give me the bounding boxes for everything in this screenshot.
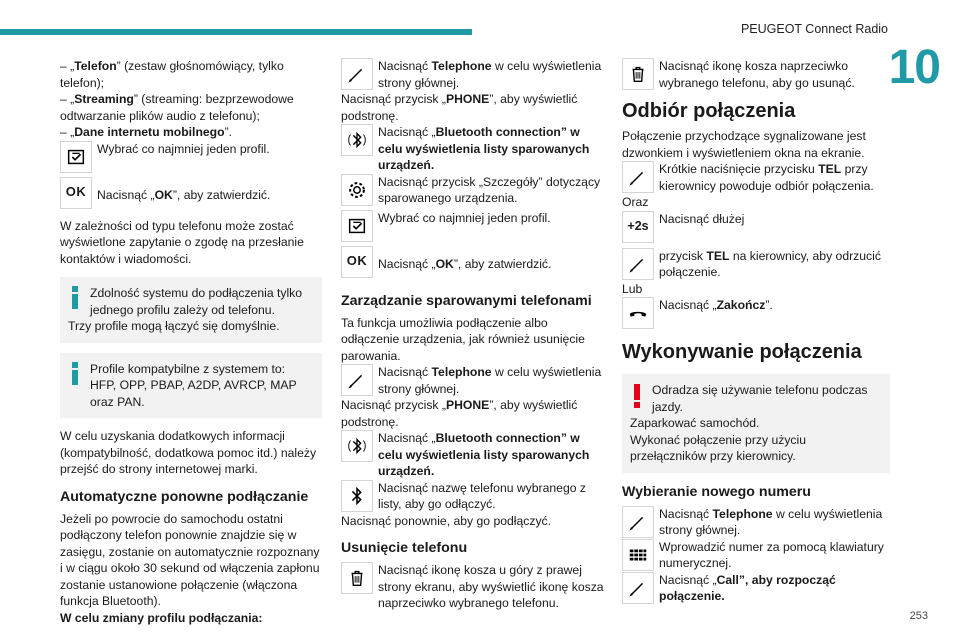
trash-icon — [341, 562, 373, 594]
checklist-icon — [341, 210, 373, 242]
chapter-number: 10 — [888, 41, 940, 94]
info-icon — [71, 286, 79, 310]
step-enter-number: Wprowadzić numer za pomocą klawiatury numerycznej. — [622, 539, 890, 572]
paragraph-bold: W celu zmiany profilu podłączania: — [60, 610, 263, 625]
gear-icon — [341, 174, 373, 206]
keypad-icon — [622, 539, 654, 571]
hangup-icon — [622, 297, 654, 329]
step-open-telephone: Nacisnąć Telephone w celu wyświetlenia strony głównej. — [341, 364, 605, 397]
step-reject: przycisk TEL na kierownicy, aby odrzucić połączenie. — [622, 248, 890, 281]
paragraph: Ta funkcja umożliwia podłączenie albo odłączenie urządzenia, jak również usunięcie parowania. — [341, 315, 585, 363]
touch-icon — [622, 248, 654, 280]
profile-list-item: – „Dane internetu mobilnego”. — [60, 125, 233, 139]
step-long-press: +2s Nacisnąć dłużej — [622, 211, 890, 244]
info-icon — [71, 362, 79, 386]
paragraph: W zależności od typu telefonu może zostać wyświetlone zapytanie o zgodę na przesłanie kontaktów i wiadomości. — [60, 218, 304, 266]
step-select-phone: Nacisnąć nazwę telefonu wybranego z listy, aby go odłączyć. — [341, 480, 605, 513]
section-heading: Zarządzanie sparowanymi telefonami — [341, 292, 592, 309]
touch-icon — [341, 58, 373, 90]
section-heading: Usunięcie telefonu — [341, 540, 468, 556]
column-1 — [60, 58, 322, 626]
column-3: Nacisnąć ikonę kosza naprzeciwko wybranego telefonu, aby go usunąć. Odbiór połączenia Połączenie przychodzące sygnalizowane jest dzwonkiem i wyświetleniem okna na ekranie. Krótkie naciśnięcie przycisku TEL przy kierownicy powoduje odbiór połączenia. Oraz +2s Nacisnąć dłużej przycisk TEL na kierownicy, aby odrzucić połączenie. Lub Nacisnąć „Zakończ”. Wykonywanie połączenia Odradza się używanie telefonu podczas jazdy. Zaparkować samochód. Wykonać połączenie przy użyciu przełączników przy kierownicy. Wybieranie nowego numeru Nacisnąć Telephone w celu wyświetlenia strony głównej. Wprowadzić numer za pomocą klawiatury numerycznej. Nacisnąć „Call”, aby rozpocząć połączenie. — [622, 58, 890, 605]
ok-button-icon: OK — [341, 246, 373, 278]
warning-icon — [633, 384, 641, 408]
step-open-telephone: Nacisnąć Telephone w celu wyświetlenia strony głównej. — [622, 506, 890, 539]
step-call: Nacisnąć „Call”, aby rozpocząć połączenie. — [622, 572, 890, 605]
bluetooth-touch-icon — [341, 124, 373, 156]
step-trash: Nacisnąć ikonę kosza u góry z prawej strony ekranu, aby wyświetlić ikonę kosza naprzeciwko wybranego telefonu. — [341, 562, 605, 612]
step-open-telephone: Nacisnąć Telephone w celu wyświetlenia strony głównej. — [341, 58, 605, 91]
paragraph: Jeżeli po powrocie do samochodu ostatni podłączony telefon ponownie znajdzie się w zasięgu, zostanie on automatycznie rozpoznany i w ciągu około 30 sekund od włączenia zapłonu zostanie ustanowione połączenie (włączona funkcja Bluetooth). — [60, 511, 320, 608]
header-accent-bar — [0, 29, 472, 35]
step-confirm-ok: OK Nacisnąć „OK”, aby zatwierdzić. — [341, 246, 605, 282]
step-delete-phone: Nacisnąć ikonę kosza naprzeciwko wybranego telefonu, aby go usunąć. — [622, 58, 890, 94]
header-title: PEUGEOT Connect Radio — [740, 22, 888, 36]
ok-button-icon: OK — [60, 177, 92, 209]
section-heading: Automatyczne ponowne podłączanie — [60, 488, 309, 505]
profile-list-item: – „Streaming” (streaming: bezprzewodowe odtwarzanie plików audio z telefonu); — [60, 92, 294, 123]
touch-icon — [341, 364, 373, 396]
section-heading: Odbiór połączenia — [622, 100, 796, 122]
long-press-icon: +2s — [622, 211, 654, 243]
section-heading: Wybieranie nowego numeru — [622, 483, 811, 500]
bluetooth-touch-icon — [341, 430, 373, 462]
touch-icon — [622, 506, 654, 538]
section-heading: Wykonywanie połączenia — [622, 341, 862, 363]
column-2: Nacisnąć Telephone w celu wyświetlenia strony głównej. Nacisnąć przycisk „PHONE”, aby wyświetlić podstronę. Nacisnąć „Bluetooth connection” w celu wyświetlenia listy sparowanych urządzeń. Nacisnąć przycisk „Szczegóły” dotyczący sparowanego urządzenia. Wybrać co najmniej jeden profil. OK Nacisnąć „OK”, aby zatwierdzić. Zarządzanie sparowanymi telefonami Ta funkcja umożliwia podłączenie albo odłączenie urządzenia, jak również usunięcie parowania. Nacisnąć Telephone w celu wyświetlenia strony głównej. Nacisnąć przycisk „PHONE”, aby wyświetlić podstronę. Nacisnąć „Bluetooth connection” w celu wyświetlenia listy sparowanych urządzeń. Nacisnąć nazwę telefonu wybranego z listy, aby go odłączyć. Nacisnąć ponownie, aby go podłączyć. Usunięcie telefonu Nacisnąć ikonę kosza u góry z prawej strony ekranu, aby wyświetlić ikonę kosza naprzeciwko wybranego telefonu. — [341, 59, 604, 610]
paragraph: W celu uzyskania dodatkowych informacji (kompatybilność, dodatkowa pomoc itd.) należy przejść do strony internetowej marki. — [60, 429, 317, 476]
step-select-profile: Wybrać co najmniej jeden profil. — [341, 210, 605, 246]
info-box: Profile kompatybilne z systemem to: HFP, OPP, PBAP, A2DP, AVRCP, MAP oraz PAN. — [60, 353, 322, 419]
trash-icon — [622, 58, 654, 90]
step-bluetooth-connection: Nacisnąć „Bluetooth connection” w celu wyświetlenia listy sparowanych urządzeń. — [341, 124, 605, 174]
warning-box: Odradza się używanie telefonu podczas jazdy. Zaparkować samochód. Wykonać połączenie przy użyciu przełączników przy kierownicy. — [622, 374, 890, 473]
step-confirm-ok: OK Nacisnąć „OK”, aby zatwierdzić. — [60, 177, 322, 213]
checklist-icon — [60, 141, 92, 173]
step-select-profile: Wybrać co najmniej jeden profil. — [60, 141, 322, 177]
paragraph: Połączenie przychodzące sygnalizowane jest dzwonkiem i wyświetleniem okna na ekranie. — [622, 129, 866, 160]
step-hang-up: Nacisnąć „Zakończ”. — [622, 297, 890, 330]
step-details: Nacisnąć przycisk „Szczegóły” dotyczący sparowanego urządzenia. — [341, 174, 605, 210]
touch-icon — [622, 572, 654, 604]
step-answer: Krótkie naciśnięcie przycisku TEL przy kierownicy powoduje odbiór połączenia. — [622, 161, 890, 194]
page-number: 253 — [909, 610, 928, 622]
touch-icon — [622, 161, 654, 193]
info-box: Zdolność systemu do podłączenia tylko jednego profilu zależy od telefonu. Trzy profile mogą łączyć się domyślnie. — [60, 277, 322, 343]
profile-list-item: – „Telefon” (zestaw głośnomówiący, tylko telefon); — [60, 59, 284, 90]
bluetooth-icon — [341, 480, 373, 512]
step-bluetooth-connection: Nacisnąć „Bluetooth connection” w celu wyświetlenia listy sparowanych urządzeń. — [341, 430, 605, 480]
